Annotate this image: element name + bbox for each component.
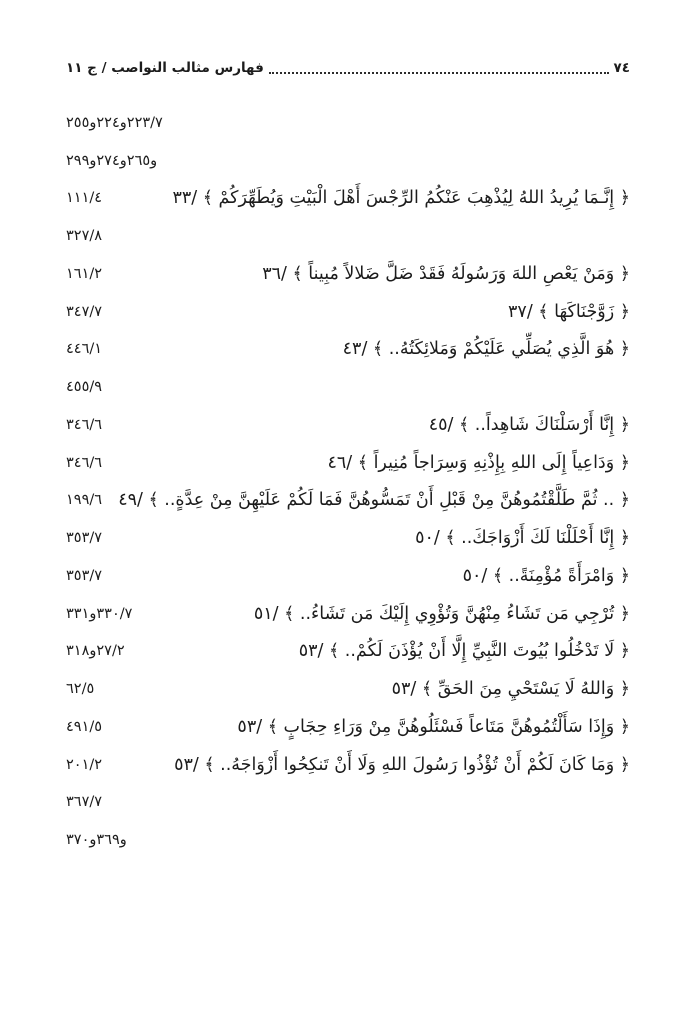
page-reference: ٣٥٣/٧ [66,567,103,584]
page-reference: ٣٢٧/٨ [66,228,103,245]
index-row [66,821,630,859]
index-row [66,444,630,482]
index-row [66,557,630,595]
index-row [66,217,630,255]
page-header [66,54,630,78]
verse-text: ﴿ وَامْرَأَةً مُؤْمِنَةً.. ﴾ /٥٠ [462,565,630,586]
page-reference: و٢٦٥و٢٧٤و٢٩٩ [66,152,158,169]
verse-text: ﴿ إِنَّا أَرْسَلْنَاكَ شَاهِداً.. ﴾ /٤٥ [428,414,630,435]
verse-text: ﴿ إِنَّـمَا يُرِيدُ اللهُ لِيُذْهِبَ عَنْكُمُ الرِّجْسَ أَهْلَ الْبَيْتِ وَيُطَهِّرَكُمْ ﴾ /٣٣ [172,188,630,209]
page-reference: ٢٧/٢و٣١٨ [66,643,125,660]
verse-text: ﴿ .. ثُمَّ طَلَّقْتُمُوهُنَّ مِنْ قَبْلِ أَنْ تَمَسُّوهُنَّ فَمَا لَكُمْ عَلَيْهِنَّ مِنْ عِدَّةٍ.. ﴾ /٤٩ [118,490,630,511]
index-row [66,180,630,218]
page-reference: ٢٢٣/٧و٢٢٤و٢٥٥ [66,114,163,131]
index-row [66,670,630,708]
page-reference: ٣٤٦/٦ [66,416,103,433]
index-row [66,142,630,180]
index-row [66,519,630,557]
page-reference: ٣٤٦/٦ [66,454,103,471]
index-row [66,595,630,633]
index-row [66,482,630,520]
verse-text: ﴿ لَا تَدْخُلُوا بُيُوتَ النَّبِيِّ إِلَّا أَنْ يُؤْذَنَ لَكُمْ.. ﴾ /٥٣ [298,641,630,662]
page-reference: و٣٦٩و٣٧٠ [66,832,127,849]
index-row [66,784,630,822]
page-reference: ٣٥٣/٧ [66,530,103,547]
index-row [66,406,630,444]
page-reference: ٢٠١/٢ [66,756,103,773]
page-reference: ٤٥٥/٩ [66,379,103,396]
verse-text: ﴿ إِنَّا أَحْلَلْنَا لَكَ أَزْوَاجَكَ.. ﴾ /٥٠ [415,528,630,549]
page-reference: ٣٣٠/٧و٣٣١ [66,605,133,622]
index-row [66,368,630,406]
index-row [66,708,630,746]
verse-text: ﴿ وَإِذَا سَأَلْتُمُوهُنَّ مَتَاعاً فَسْئَلُوهُنَّ مِنْ وَرَاءِ حِجَابٍ ﴾ /٥٣ [237,716,630,737]
verse-text: ﴿ تُرْجِي مَن تَشَاءُ مِنْهُنَّ وَتُؤْوِي إِلَيْكَ مَن تَشَاءُ.. ﴾ /٥١ [253,603,630,624]
index-row [66,255,630,293]
header-page-number: ٧٤ [613,60,630,77]
verse-text: ﴿ وَاللهُ لَا يَسْتَحْيِ مِنَ الحَقِّ ﴾ /٥٣ [391,679,630,700]
index-row [66,746,630,784]
index-row [66,331,630,369]
page-reference: ٣٤٧/٧ [66,303,103,320]
page-reference: ١١١/٤ [66,190,103,207]
index-row [66,633,630,671]
verse-index-list [66,104,630,859]
verse-text: ﴿ وَمَنْ يَعْصِ اللهَ وَرَسُولَهُ فَقَدْ ضَلَّ ضَلالاً مُبِيناً ﴾ /٣٦ [262,263,630,284]
header-title: فهارس مثالب النواصب / ج ١١ [66,60,264,77]
page-reference: ٤٤٦/١ [66,341,103,358]
page-reference: ٦٢/٥ [66,681,95,698]
verse-text: ﴿ زَوَّجْنَاكَهَا ﴾ /٣٧ [508,301,630,322]
page-reference: ١٩٩/٦ [66,492,103,509]
page-reference: ٤٩١/٥ [66,718,103,735]
page-reference: ٣٦٧/٧ [66,794,103,811]
verse-text: ﴿ وَدَاعِياً إِلَى اللهِ بِإِذْنِهِ وَسِرَاجاً مُنِيراً ﴾ /٤٦ [327,452,630,473]
index-row [66,104,630,142]
verse-text: ﴿ وَمَا كَانَ لَكُمْ أَنْ تُؤْذُوا رَسُولَ اللهِ وَلَا أَنْ تَنكِحُوا أَزْوَاجَهُ.. ﴾ /٥٣ [174,754,630,775]
index-row [66,293,630,331]
dotted-leader [269,72,609,74]
verse-text: ﴿ هُوَ الَّذِي يُصَلِّي عَلَيْكُمْ وَمَلائِكَتُهُ.. ﴾ /٤٣ [342,339,630,360]
page-reference: ١٦١/٢ [66,265,103,282]
